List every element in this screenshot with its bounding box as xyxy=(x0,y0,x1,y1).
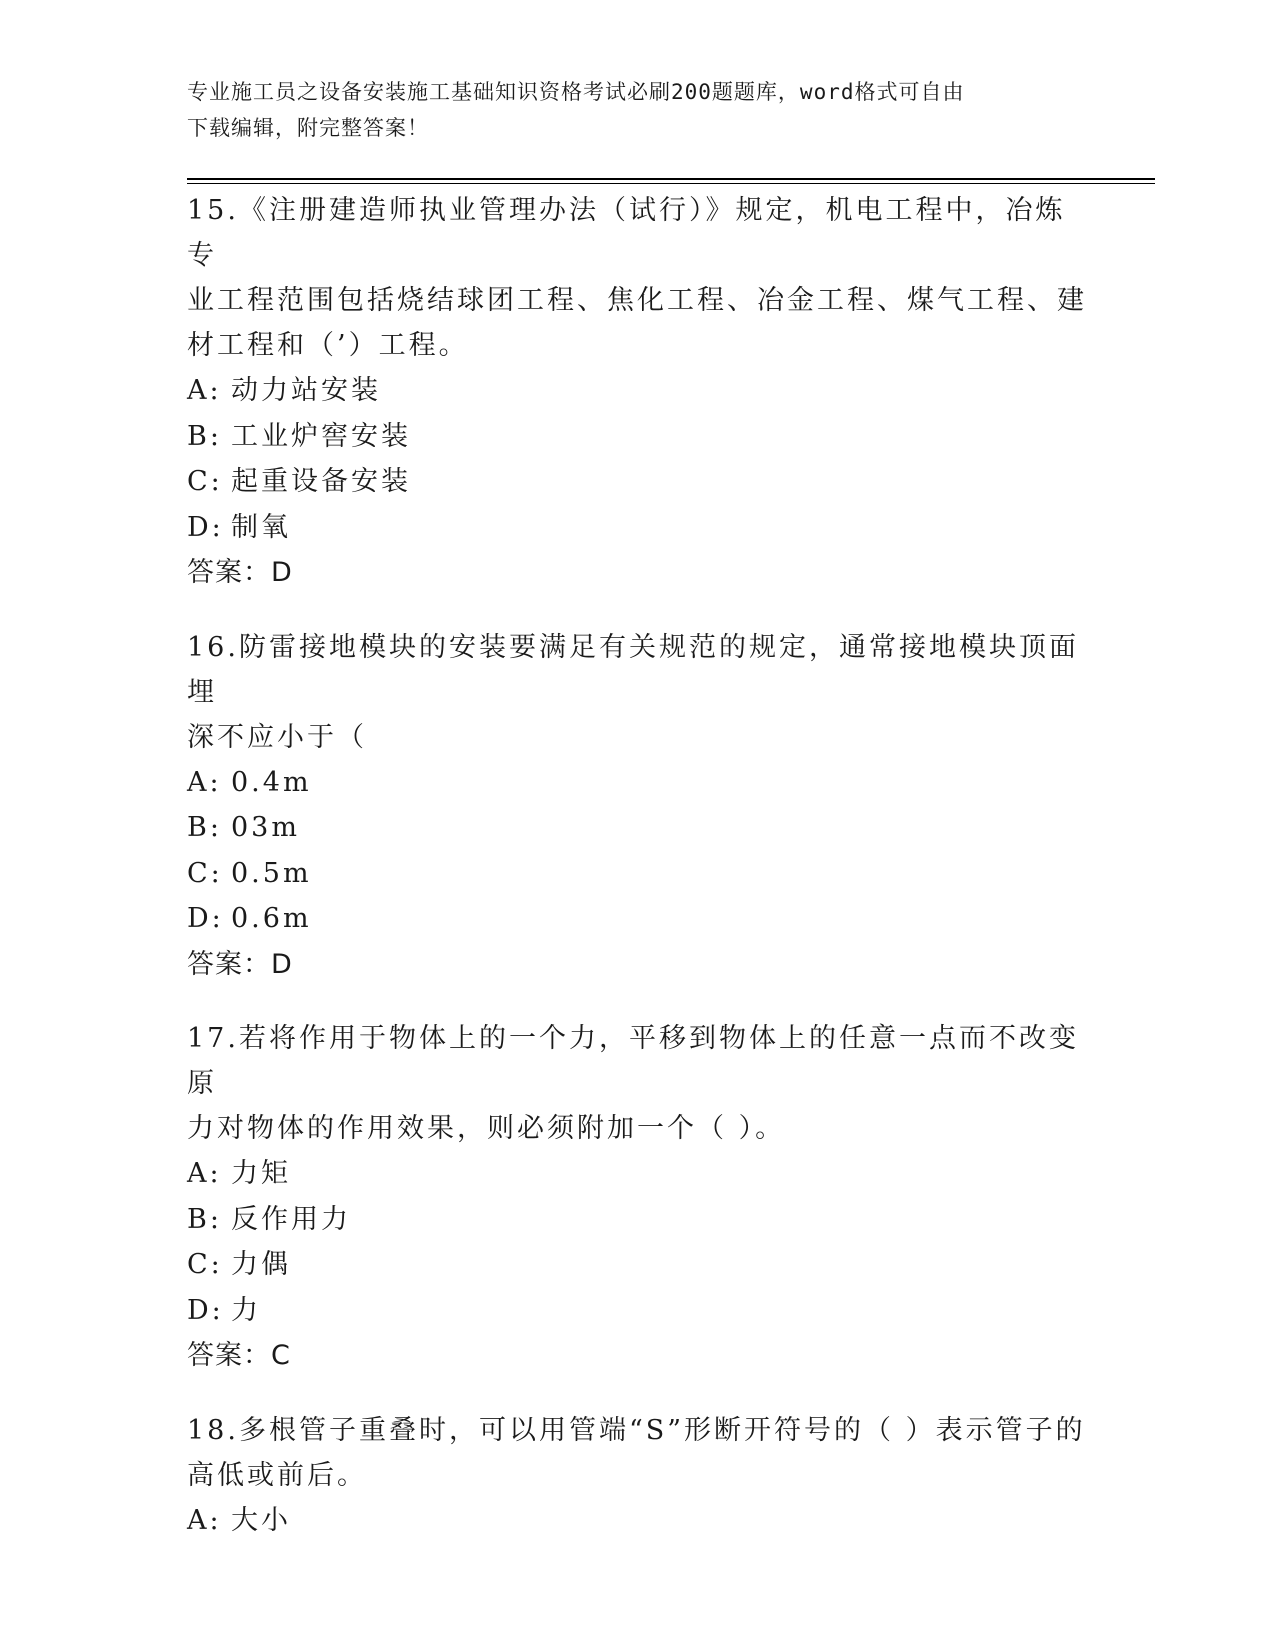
option-d: D: 0.6m xyxy=(187,903,312,934)
question-stem-line: 力对物体的作用效果，则必须附加一个（ ）。 xyxy=(187,1113,786,1144)
question-stem-line: 17.若将作用于物体上的一个力，平移到物体上的任意一点而不改变原 xyxy=(187,1023,1079,1099)
header-line-1: 专业施工员之设备安装施工基础知识资格考试必刷200题题库，word格式可自由 xyxy=(187,80,965,104)
question-stem-line: 18.多根管子重叠时，可以用管端“S”形断开符号的（ ）表示管子的 xyxy=(187,1414,1086,1446)
question-stem-line: 16.防雷接地模块的安装要满足有关规范的规定，通常接地模块顶面埋 xyxy=(187,631,1079,708)
option-d: D: 力 xyxy=(187,1294,261,1326)
document-header xyxy=(187,74,1087,146)
option-a: A: 大小 xyxy=(187,1504,291,1536)
option-b: B: 03m xyxy=(187,812,300,843)
header-line-2: 下载编辑，附完整答案！ xyxy=(187,116,429,140)
answer-line: 答案：D xyxy=(187,948,293,980)
question-stem-line: 业工程范围包括烧结球团工程、焦化工程、冶金工程、煤气工程、建 xyxy=(187,285,1087,316)
question-item xyxy=(187,625,1087,988)
option-b: B: 反作用力 xyxy=(187,1203,351,1235)
question-stem-line: 高低或前后。 xyxy=(187,1459,367,1491)
header-rule-thin xyxy=(187,183,1155,184)
question-stem-line: 15.《注册建造师执业管理办法（试行）》规定，机电工程中，冶炼专 xyxy=(187,195,1066,271)
answer-line: 答案：C xyxy=(187,1340,291,1371)
option-c: C: 力偶 xyxy=(187,1249,291,1280)
option-b: B: 工业炉窖安装 xyxy=(187,420,411,452)
option-c: C: 起重设备安装 xyxy=(187,466,411,497)
option-a: A: 0.4m xyxy=(187,766,312,798)
question-stem-line: 材工程和（’）工程。 xyxy=(187,330,469,361)
option-a: A: 动力站安装 xyxy=(187,375,381,406)
option-c: C: 0.5m xyxy=(187,857,312,889)
question-stem xyxy=(187,1408,1087,1498)
question-item xyxy=(187,1016,1087,1379)
option-a: A: 力矩 xyxy=(187,1158,291,1189)
question-stem xyxy=(187,188,1087,368)
question-stem-line: 深不应小于（ xyxy=(187,721,367,753)
header-rule-thick xyxy=(187,178,1155,180)
answer-line: 答案：D xyxy=(187,557,293,588)
question-item xyxy=(187,1408,1087,1544)
question-stem xyxy=(187,1016,1087,1151)
option-d: D: 制氧 xyxy=(187,511,291,543)
question-list xyxy=(187,188,1087,1572)
question-stem xyxy=(187,625,1087,760)
question-item xyxy=(187,188,1087,596)
